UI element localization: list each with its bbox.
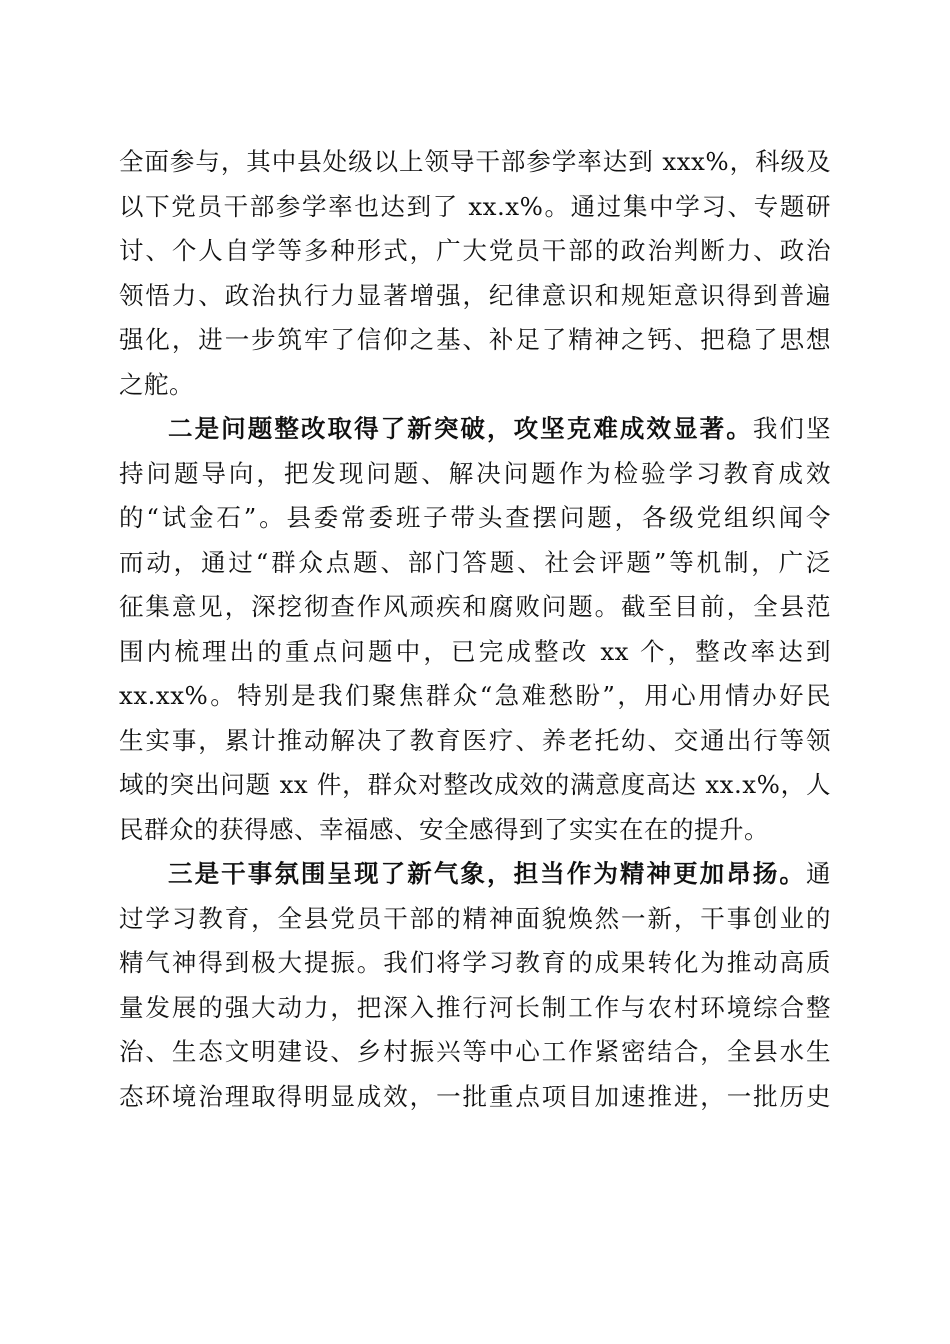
text-line: 持问题导向，把发现问题、解决问题作为检验学习教育成效 <box>119 458 831 488</box>
text-line: 强化，进一步筑牢了信仰之基、补足了精神之钙、把稳了思想 <box>119 325 831 354</box>
text-line: 民群众的获得感、幸福感、安全感得到了实实在在的提升。 <box>119 814 769 844</box>
text-line: 全面参与，其中县处级以上领导干部参学率达到 xxx%，科级及 <box>119 147 831 176</box>
paragraph-heading: 二是问题整改取得了新突破，攻坚克难成效显著。 <box>168 414 753 443</box>
document-page <box>119 140 831 1119</box>
text-line: 生实事，累计推动解决了教育医疗、养老托幼、交通出行等领 <box>119 725 831 755</box>
text-line: 过学习教育，全县党员干部的精神面貌焕然一新，干事创业的 <box>119 903 831 933</box>
paragraph-heading: 三是干事氛围呈现了新气象，担当作为精神更加昂扬。 <box>168 859 806 888</box>
paragraph-rectification <box>119 407 831 852</box>
text-line: 而动，通过“群众点题、部门答题、社会评题”等机制，广泛 <box>119 547 831 577</box>
text-line: 的“试金石”。县委常委班子带头查摆问题，各级党组织闻令 <box>119 503 831 532</box>
text-line: 以下党员干部参学率也达到了 xx.x%。通过集中学习、专题研 <box>119 191 831 221</box>
paragraph-atmosphere <box>119 852 831 1119</box>
text-line: 量发展的强大动力，把深入推行河长制工作与农村环境综合整 <box>119 992 831 1022</box>
text-line <box>119 407 831 452</box>
text-span: 通 <box>806 859 831 888</box>
text-line: 领悟力、政治执行力显著增强，纪律意识和规矩意识得到普遍 <box>119 280 831 310</box>
text-line: 之舵。 <box>119 369 194 399</box>
text-line: 围内梳理出的重点问题中，已完成整改 xx 个，整改率达到 <box>119 636 831 666</box>
text-span: 我们坚 <box>752 414 832 443</box>
text-line: 域的突出问题 xx 件，群众对整改成效的满意度高达 xx.x%，人 <box>119 770 831 799</box>
text-line: xx.xx%。特别是我们聚焦群众“急难愁盼”，用心用情办好民 <box>119 681 831 710</box>
text-line: 治、生态文明建设、乡村振兴等中心工作紧密结合，全县水生 <box>119 1037 831 1066</box>
text-line: 精气神得到极大提振。我们将学习教育的成果转化为推动高质 <box>119 948 831 977</box>
paragraph-participation <box>119 140 831 407</box>
text-line: 态环境治理取得明显成效，一批重点项目加速推进，一批历史 <box>119 1081 831 1111</box>
text-line <box>119 852 831 897</box>
text-line: 讨、个人自学等多种形式，广大党员干部的政治判断力、政治 <box>119 236 831 265</box>
text-line: 征集意见，深挖彻查作风顽疾和腐败问题。截至目前，全县范 <box>119 592 831 621</box>
